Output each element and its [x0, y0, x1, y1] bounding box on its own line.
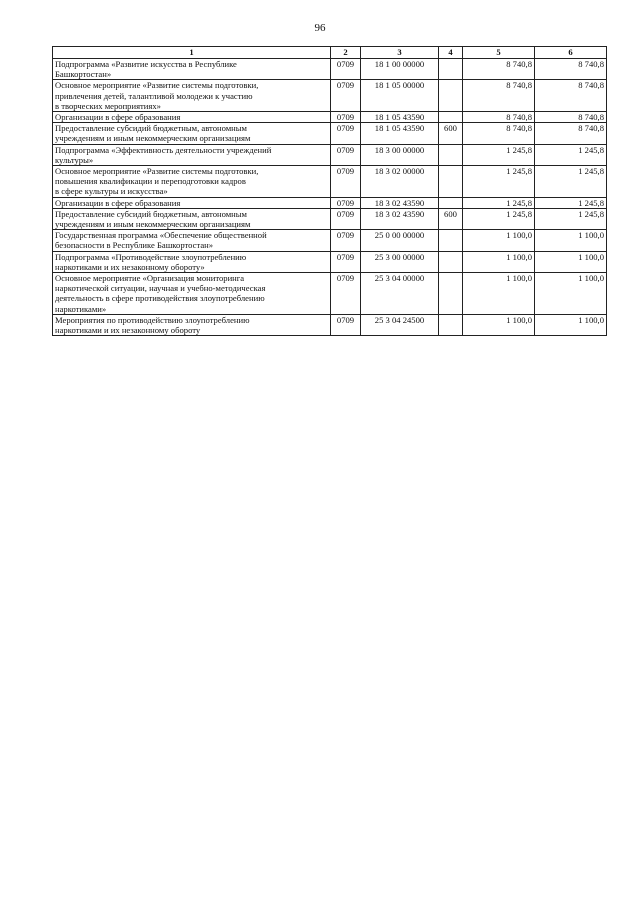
- cell-expense-type: [439, 251, 463, 272]
- cell-amount-2: 1 245,8: [535, 144, 607, 165]
- cell-expense-type: 600: [439, 123, 463, 144]
- cell-section: 0709: [331, 123, 361, 144]
- table-row: [53, 144, 607, 165]
- cell-name: [53, 314, 331, 335]
- row-label: Основное мероприятие «Развитие системы подготовки, повышения квалификации и переподготовки кадров в сфере культуры и искусства»: [55, 166, 259, 197]
- table-row: [53, 80, 607, 112]
- cell-amount-2: 1 245,8: [535, 197, 607, 208]
- cell-section: 0709: [331, 197, 361, 208]
- cell-name: [53, 230, 331, 251]
- cell-expense-type: [439, 314, 463, 335]
- row-label: Предоставление субсидий бюджетным, автономным учреждениям и иным некоммерческим организациям: [55, 123, 251, 144]
- column-header-sum2: 6: [535, 47, 607, 59]
- table-row: [53, 112, 607, 123]
- cell-amount-1: 8 740,8: [463, 80, 535, 112]
- cell-amount-2: 1 100,0: [535, 230, 607, 251]
- row-label: Подпрограмма «Развитие искусства в Республике Башкортостан»: [55, 59, 237, 80]
- cell-amount-1: 1 100,0: [463, 314, 535, 335]
- cell-target-article: 25 0 00 00000: [361, 230, 439, 251]
- cell-section: 0709: [331, 112, 361, 123]
- table-row: [53, 197, 607, 208]
- column-header-section: 2: [331, 47, 361, 59]
- cell-expense-type: [439, 273, 463, 315]
- cell-amount-2: 8 740,8: [535, 123, 607, 144]
- cell-target-article: 18 3 02 43590: [361, 197, 439, 208]
- row-label: Основное мероприятие «Развитие системы подготовки, привлечения детей, талантливой молодежи к участию в творческих мероприятиях»: [55, 80, 259, 111]
- cell-name: [53, 251, 331, 272]
- header-row: [53, 47, 607, 59]
- cell-amount-1: 1 245,8: [463, 144, 535, 165]
- table-row: [53, 166, 607, 198]
- cell-amount-2: 8 740,8: [535, 80, 607, 112]
- cell-target-article: 18 1 05 00000: [361, 80, 439, 112]
- cell-amount-1: 1 245,8: [463, 166, 535, 198]
- cell-section: 0709: [331, 59, 361, 80]
- table-row: [53, 59, 607, 80]
- table-body: [53, 59, 607, 336]
- page-number: 96: [314, 22, 326, 34]
- cell-amount-2: 1 100,0: [535, 251, 607, 272]
- cell-name: [53, 112, 331, 123]
- cell-amount-1: 1 100,0: [463, 273, 535, 315]
- cell-amount-1: 1 100,0: [463, 230, 535, 251]
- cell-expense-type: [439, 80, 463, 112]
- cell-name: [53, 123, 331, 144]
- cell-expense-type: [439, 144, 463, 165]
- row-label: Организации в сфере образования: [55, 112, 181, 123]
- cell-target-article: 18 3 00 00000: [361, 144, 439, 165]
- cell-target-article: 25 3 00 00000: [361, 251, 439, 272]
- cell-target-article: 18 1 00 00000: [361, 59, 439, 80]
- cell-target-article: 18 1 05 43590: [361, 112, 439, 123]
- column-header-expense: 4: [439, 47, 463, 59]
- column-header-sum1: 5: [463, 47, 535, 59]
- cell-expense-type: [439, 230, 463, 251]
- cell-section: 0709: [331, 80, 361, 112]
- table-row: [53, 123, 607, 144]
- cell-target-article: 25 3 04 24500: [361, 314, 439, 335]
- table-row: [53, 273, 607, 315]
- budget-table: [52, 46, 607, 336]
- row-label: Государственная программа «Обеспечение общественной безопасности в Республике Башкортостан»: [55, 230, 267, 251]
- row-label: Подпрограмма «Противодействие злоупотреблению наркотиками и их незаконному обороту»: [55, 251, 247, 272]
- cell-amount-1: 8 740,8: [463, 59, 535, 80]
- cell-amount-1: 1 100,0: [463, 251, 535, 272]
- cell-section: 0709: [331, 230, 361, 251]
- cell-amount-2: 1 100,0: [535, 273, 607, 315]
- cell-amount-2: 1 245,8: [535, 166, 607, 198]
- cell-amount-1: 8 740,8: [463, 123, 535, 144]
- cell-expense-type: [439, 166, 463, 198]
- cell-name: [53, 80, 331, 112]
- cell-section: 0709: [331, 144, 361, 165]
- cell-target-article: 18 3 02 43590: [361, 208, 439, 229]
- cell-section: 0709: [331, 166, 361, 198]
- row-label: Подпрограмма «Эффективность деятельности учреждений культуры»: [55, 144, 272, 165]
- cell-amount-1: 1 245,8: [463, 197, 535, 208]
- table-row: [53, 251, 607, 272]
- row-label: Основное мероприятие «Организация мониторинга наркотической ситуации, научная и учебно-методическая деятельность в сфере противодействия злоупотреблению наркотиками»: [55, 273, 266, 314]
- cell-name: [53, 59, 331, 80]
- table-row: [53, 314, 607, 335]
- cell-target-article: 25 3 04 00000: [361, 273, 439, 315]
- cell-expense-type: [439, 197, 463, 208]
- cell-amount-1: 8 740,8: [463, 112, 535, 123]
- cell-target-article: 18 1 05 43590: [361, 123, 439, 144]
- cell-section: 0709: [331, 273, 361, 315]
- cell-section: 0709: [331, 314, 361, 335]
- cell-name: [53, 166, 331, 198]
- table-row: [53, 208, 607, 229]
- cell-expense-type: [439, 59, 463, 80]
- cell-amount-1: 1 245,8: [463, 208, 535, 229]
- cell-name: [53, 208, 331, 229]
- cell-amount-2: 1 100,0: [535, 314, 607, 335]
- cell-section: 0709: [331, 208, 361, 229]
- column-header-name: 1: [53, 47, 331, 59]
- cell-expense-type: [439, 112, 463, 123]
- cell-name: [53, 273, 331, 315]
- cell-name: [53, 197, 331, 208]
- cell-amount-2: 8 740,8: [535, 59, 607, 80]
- row-label: Организации в сфере образования: [55, 197, 181, 208]
- cell-name: [53, 144, 331, 165]
- cell-expense-type: 600: [439, 208, 463, 229]
- cell-section: 0709: [331, 251, 361, 272]
- row-label: Предоставление субсидий бюджетным, автономным учреждениям и иным некоммерческим организациям: [55, 208, 251, 230]
- table-row: [53, 230, 607, 251]
- cell-amount-2: 8 740,8: [535, 112, 607, 123]
- row-label: Мероприятия по противодействию злоупотреблению наркотиками и их незаконному обороту: [55, 314, 250, 336]
- cell-amount-2: 1 245,8: [535, 208, 607, 229]
- column-header-target: 3: [361, 47, 439, 59]
- cell-target-article: 18 3 02 00000: [361, 166, 439, 198]
